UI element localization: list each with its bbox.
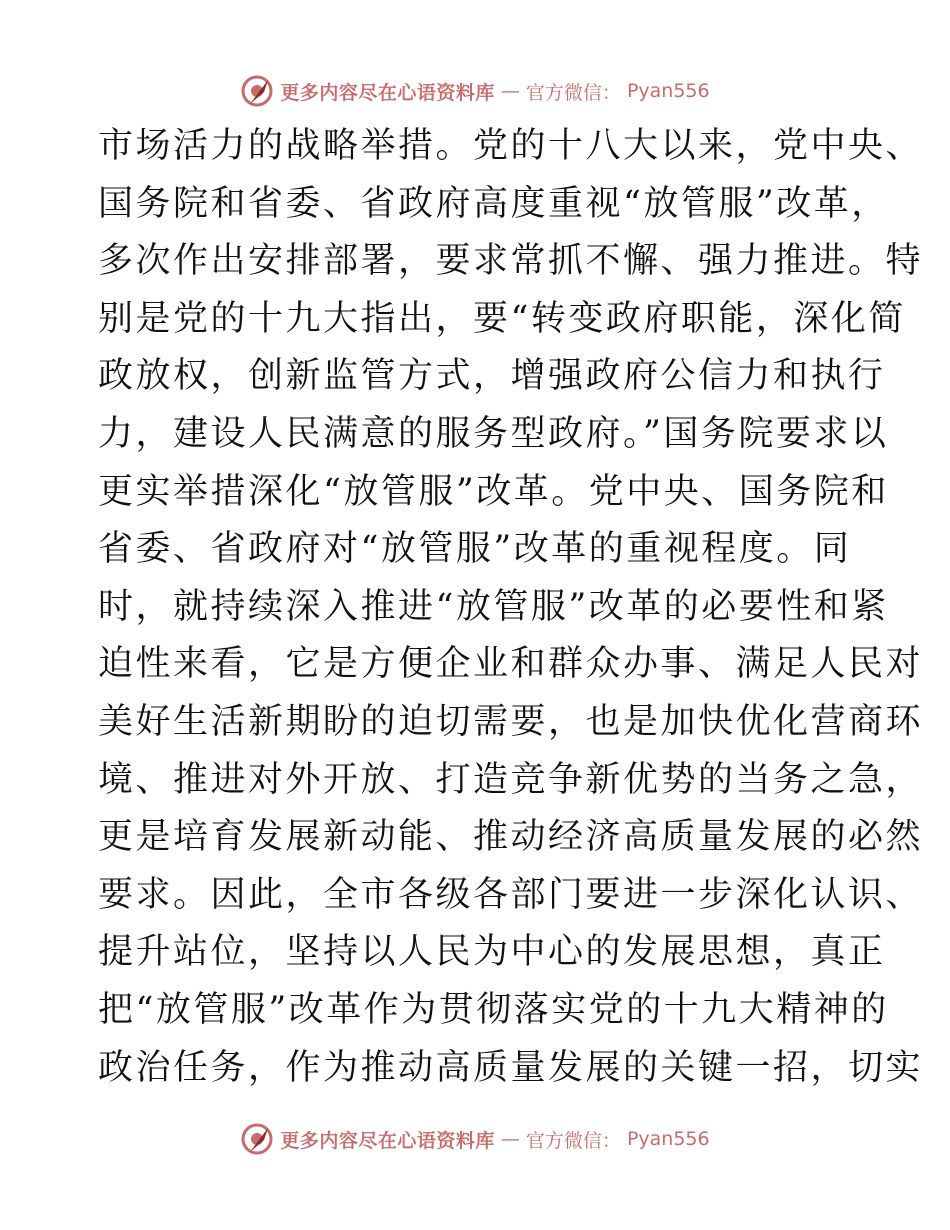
text-line: 时，就持续深入推进“放管服”改革的必要性和紧 (98, 586, 889, 627)
watermark-wechat-id: Pyan556 (626, 1128, 710, 1150)
watermark-dash: — (500, 80, 520, 102)
header-watermark (0, 71, 950, 111)
text-line: 提升站位，坚持以人民为中心的发展思想，真正 (98, 932, 886, 973)
text-line: 更实举措深化“放管服”改革。党中央、国务院和 (98, 471, 889, 512)
quill-logo-icon (240, 74, 274, 108)
text-line: 迫性来看，它是方便企业和群众办事、满足人民对 (98, 644, 924, 685)
text-line: 把“放管服”改革作为贯彻落实党的十九大精神的 (98, 989, 889, 1030)
text-line: 政治任务，作为推动高质量发展的关键一招，切实 (98, 1047, 924, 1088)
text-line: 要求。因此，全市各级各部门要进一步深化认识、 (98, 874, 924, 915)
text-line: 力，建设人民满意的服务型政府。”国务院要求以 (98, 413, 889, 454)
text-line: 政放权，创新监管方式，增强政府公信力和执行 (98, 356, 886, 397)
text-line: 境、推进对外开放、打造竞争新优势的当务之急， (98, 759, 924, 800)
watermark-site-text: 更多内容尽在心语资料库 (280, 81, 495, 104)
text-line: 省委、省政府对“放管服”改革的重视程度。同 (98, 529, 852, 570)
text-line: 市场活力的战略举措。党的十八大以来，党中央、 (98, 126, 924, 166)
watermark-wechat-id: Pyan556 (626, 80, 710, 102)
watermark-wechat-label: 官方微信： (525, 81, 621, 104)
body-paragraph (98, 118, 924, 1097)
watermark-dash: — (500, 1128, 520, 1150)
watermark-site-text: 更多内容尽在心语资料库 (280, 1129, 495, 1152)
text-line: 别是党的十九大指出，要“转变政府职能，深化简 (98, 298, 906, 339)
footer-watermark (0, 1119, 950, 1159)
text-line: 更是培育发展新动能、推动经济高质量发展的必然 (98, 817, 924, 858)
text-line: 多次作出安排部署，要求常抓不懈、强力推进。特 (98, 241, 924, 282)
quill-logo-icon (240, 1122, 274, 1156)
text-line: 国务院和省委、省政府高度重视“放管服”改革， (98, 183, 889, 224)
text-line: 美好生活新期盼的迫切需要，也是加快优化营商环 (98, 701, 924, 742)
watermark-wechat-label: 官方微信： (525, 1129, 621, 1152)
